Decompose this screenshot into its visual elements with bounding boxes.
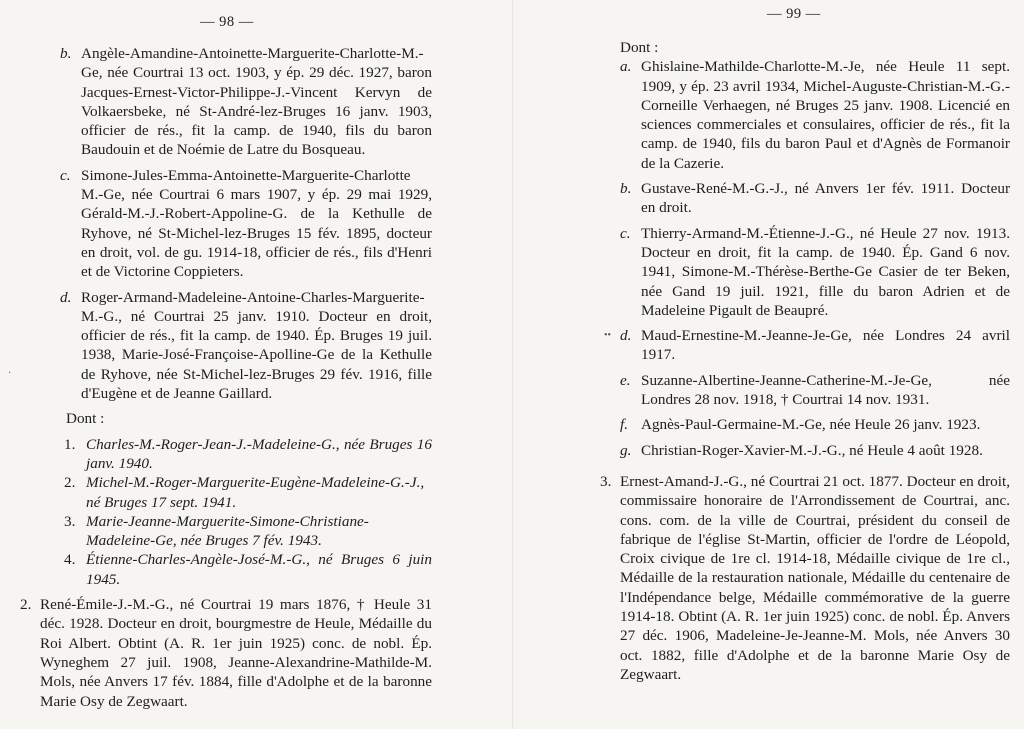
entry-text: Gustave-René-M.-G.-J., né Anvers 1er fév. 1911. Docteur en droit.: [641, 180, 1010, 217]
entry-label: b.: [620, 180, 632, 198]
left-column: [20, 44, 432, 711]
entry-text: Marie-Jeanne-Marguerite-Simone-Christiane-Madeleine-Ge, née Bruges 7 fév. 1943.: [86, 512, 369, 550]
entry-text: René-Émile-J.-M.-G., né Courtrai 19 mars 1876, † Heule 31 déc. 1928. Docteur en droit, bourgmestre de Heule, Médaille du Roi Albert. Obtint (A. R. 1er juin 1925) conc. de nobl. Ép. Wyneghem 27 juil. 1908, Jeanne-Alexandrine-Mathilde-M. Mols, née Anvers 17 fév. 1884, fille d'Adolphe et de la baronne Marie Osy de Zegwaart.: [40, 596, 432, 710]
entry-3-ernest: [600, 472, 1010, 684]
entry-text: Thierry-Armand-M.-Étienne-J.-G., né Heule 27 nov. 1913. Docteur en droit, fit la camp. de 1940. Ép. Gand 6 nov. 1941, Simone-M.-Thérèse-Berthe-Ge Casier de ter Beken, née Gand 19 juil. 1921, fille du baron Adrien et de Madeleine Pigault de Beaupré.: [641, 224, 1010, 319]
entry-text: Suzanne-Albertine-Jeanne-Catherine-M.-Je-Ge, née Londres 28 nov. 1918, † Courtrai 14 nov. 1931.: [641, 371, 1010, 409]
child-3: [64, 512, 432, 551]
dont-label: Dont :: [66, 410, 105, 428]
entry-label: d.: [620, 327, 632, 345]
entry-label: c.: [620, 224, 631, 242]
entry-e-right: [620, 371, 1010, 410]
entry-label: a.: [620, 58, 632, 76]
entry-label: d.: [60, 288, 72, 306]
entry-text: Ernest-Amand-J.-G., né Courtrai 21 oct. 1877. Docteur en droit, commissaire honoraire de l'Arrondissement de Courtrai, anc. cons. com. de la ville de Courtrai, président du conseil de fabrique de l'église St-Martin, officier de l'ordre de Léopold, Croix civique de 1re cl. 1914-18, Médaille civique de 1re cl., Médaille de la restauration nationale, Médaille du centenaire de l'Indépendance belge, Médaille commémorative de la guerre 1914-18. Obtint (A. R. 1er juin 1925) conc. de nobl. Ép. Anvers 27 déc. 1906, Madeleine-Je-Jeanne-M. Mols, née Anvers 30 oct. 1882, fille d'Adolphe et de la baronne Marie Osy de Zegwaart.: [620, 472, 1010, 683]
child-4: [64, 550, 432, 589]
entry-text: Maud-Ernestine-M.-Jeanne-Je-Ge, née Londres 24 avril 1917.: [641, 327, 1010, 364]
entry-c-left: [60, 166, 432, 282]
entry-text: Charles-M.-Roger-Jean-J.-Madeleine-G., née Bruges 16 janv. 1940.: [86, 435, 432, 472]
entry-text: Agnès-Paul-Germaine-M.-Ge, née Heule 26 janv. 1923.: [641, 416, 981, 434]
entry-2-rene: [20, 595, 432, 711]
dont-heading-left: [66, 409, 432, 428]
entry-b-right: [620, 179, 1010, 218]
entry-label: 1.: [64, 435, 76, 453]
entry-f-right: [620, 415, 1010, 434]
entry-text: Angèle-Amandine-Antoinette-Marguerite-Charlotte-M.-Ge, née Courtrai 13 oct. 1903, y ép. 29 déc. 1927, baron Jacques-Ernest-Victor-Philippe-J.-Vincent Kervyn de Volkaersbeke, né St-André-lez-Bruges 16 janv. 1903, officier de rés., fit la camp. de 1940, fils du baron Baudouin et de Noémie de Latre du Bosqueau.: [81, 45, 432, 159]
dont-label: Dont :: [620, 39, 659, 56]
entry-b-left: [60, 44, 432, 160]
page-number-right: — 99 —: [767, 6, 821, 22]
entry-label: 4.: [64, 551, 76, 569]
entry-text: Roger-Armand-Madeleine-Antoine-Charles-Marguerite-M.-G., né Courtrai 25 janv. 1910. Docteur en droit, officier de rés., fit la camp. de 1940. Ép. Bruges 19 juil. 1938, Marie-José-Françoise-Apolline-Ge de la Kethulle de Ryhove, née St-Michel-lez-Bruges 29 fév. 1916, fille d'Eugène et de Jeanne Gaillard.: [81, 288, 432, 403]
entry-text: Christian-Roger-Xavier-M.-J.-G., né Heule 4 août 1928.: [641, 441, 983, 459]
entry-label: e.: [620, 371, 631, 389]
dont-heading-right: [620, 38, 1010, 57]
entry-d-left: [60, 288, 432, 404]
entry-label: 3.: [64, 512, 76, 530]
entry-text: Michel-M.-Roger-Marguerite-Eugène-Madeleine-G.-J., né Bruges 17 sept. 1941.: [86, 474, 425, 511]
entry-label: 2.: [64, 474, 76, 492]
page-number-left: — 98 —: [200, 14, 254, 30]
child-2: [64, 473, 432, 512]
entry-label: f.: [620, 416, 629, 434]
entry-label: c.: [60, 166, 71, 184]
entry-text: Ghislaine-Mathilde-Charlotte-M.-Je, née Heule 11 sept. 1909, y ép. 23 avril 1934, Michel-Auguste-Christian-M.-G.-Corneille Verhaegen, né Bruges 25 janv. 1908. Licencié en sciences commerciales et consulaires, officier de rés., fit la camp. de 1940, fils du baron Paul et d'Agnès de Formanoir de la Cazerie.: [641, 58, 1010, 172]
entry-text: Étienne-Charles-Angèle-José-M.-G., né Bruges 6 juin 1945.: [86, 551, 432, 588]
entry-g-right: [620, 441, 1010, 460]
child-1: [64, 435, 432, 474]
entry-label: 2.: [20, 596, 32, 614]
right-page: [512, 0, 1024, 729]
entry-c-right: [620, 224, 1010, 320]
entry-label: 3.: [600, 472, 612, 490]
margin-dot: ••: [604, 330, 612, 341]
margin-dot: ·: [8, 368, 12, 379]
entry-label: b.: [60, 45, 72, 62]
entry-d-right: [620, 326, 1010, 365]
right-column: [600, 38, 1010, 684]
entry-a-right: [620, 57, 1010, 173]
entry-label: g.: [620, 441, 632, 459]
entry-text: Simone-Jules-Emma-Antoinette-Marguerite-Charlotte M.-Ge, née Courtrai 6 mars 1907, y ép. 29 mai 1929, Gérald-M.-J.-Robert-Appoline-G. de la Kethulle de Ryhove, né St-Michel-lez-Bruges 15 fév. 1895, docteur en droit, vol. de gu. 1914-18, officier de rés., fils d'Henri et de Victorine Coppieters.: [81, 166, 432, 281]
